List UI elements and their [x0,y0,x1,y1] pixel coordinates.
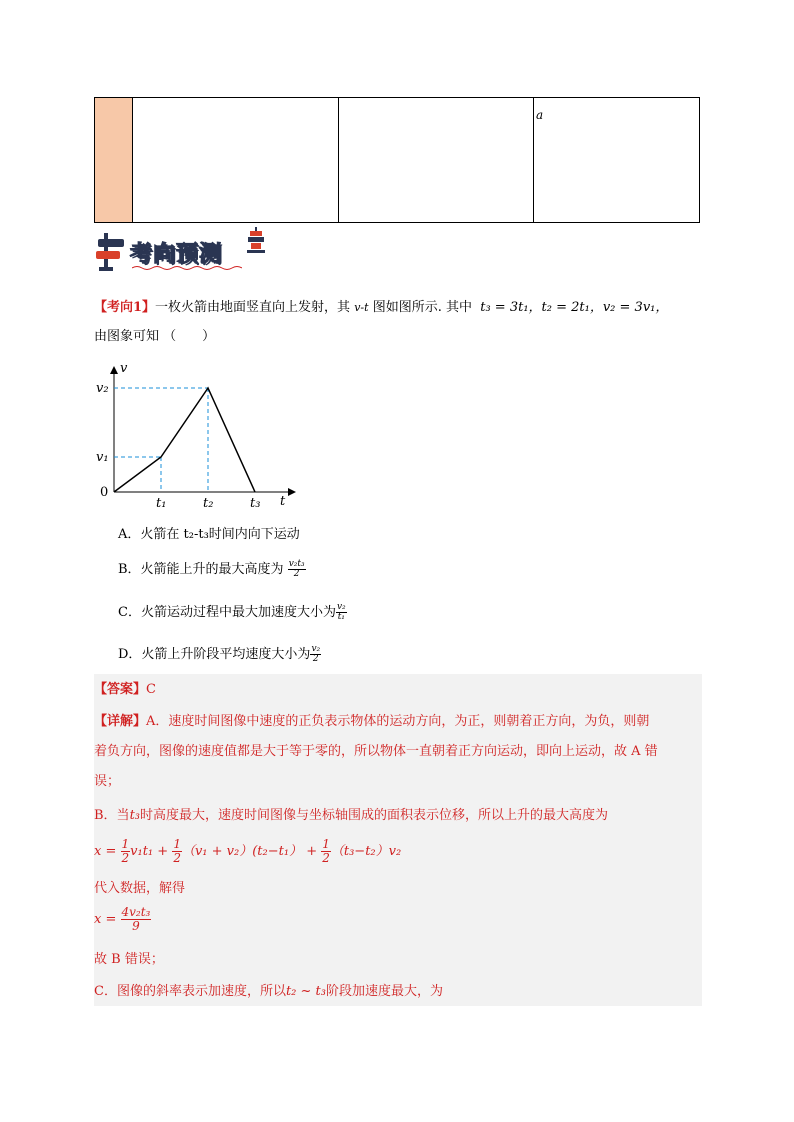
option-a: A．火箭在 t₂-t₃时间内向下运动 [118,527,300,542]
eq1-term-3: （t₃−t₂）v₂ [330,844,402,859]
option-b-num: v₂t₃ [288,559,305,569]
eq1-half-1 [121,838,131,865]
vt-curve [114,388,255,492]
b-conclusion: 故 B 错误； [94,952,164,967]
eq1-half-2-num: 1 [173,837,181,851]
option-b [118,560,306,580]
y-axis-label: v [120,361,128,376]
option-c-den: t₁ [337,612,345,622]
x-axis-label: t [280,494,286,509]
eq2-x: x = [94,912,117,927]
c-math: t₂ ~ t₃ [285,984,326,999]
option-c [118,603,347,623]
v1-label: v₁ [96,450,109,465]
eq1-half-1-den: 2 [121,851,130,865]
eq1-half-2-den: 2 [173,851,181,865]
eq1-x: x = [94,844,117,859]
question-tag: 【考向1】 [94,300,156,315]
eq2-den: 9 [132,919,140,933]
b-post: 时高度最大，速度时间图像与坐标轴围成的面积表示位移，所以上升的最大高度为 [140,808,609,823]
origin-label: 0 [100,485,109,500]
t2-label: t₂ [203,496,214,510]
eq1-half-3-num: 1 [322,837,330,851]
question-text-b: 图如图所示. 其中 [372,300,472,315]
detail-line-2: 着负方向，图像的速度值都是大于等于零的，所以物体一直朝着正方向运动，即向上运动，故 A 错 [94,744,658,759]
b-t3: t₃ [129,808,140,823]
question-text-a: 一枚火箭由地面竖直向上发射，其 [155,300,351,315]
eq1-half-1-num: 1 [121,837,130,851]
option-b-den: 2 [293,569,300,579]
table-cell [534,98,699,222]
table-strip [94,97,700,223]
detail-line-3: 误； [94,774,121,789]
option-c-text: C．火箭运动过程中最大加速度大小为 [118,605,336,620]
tower-icon [246,227,266,257]
table-cell-colored [95,98,133,222]
v2-label: v₂ [96,381,109,396]
t1-label: t₁ [156,496,167,510]
option-d-text: D．火箭上升阶段平均速度大小为 [118,647,311,662]
table-cell [339,98,534,222]
eq1-term-2: （v₁ + v₂）(t₂−t₁） + [181,844,318,859]
table-cell [133,98,339,222]
option-b-fraction [288,560,306,579]
detail-line-1 [94,712,649,732]
eq1-term-1: v₁t₁ + [130,844,169,859]
section-banner [96,227,296,271]
table-cell-note: a [536,108,544,122]
eq2-fraction [121,906,152,933]
substitute-line: 代入数据，解得 [94,881,186,896]
eq1-half-3-den: 2 [322,851,330,865]
c-post: 阶段加速度最大，为 [325,984,443,999]
eq1-half-2 [172,838,182,865]
option-d-fraction [310,645,321,664]
option-c-num: v₂ [336,602,346,612]
option-d-den: 2 [312,654,319,664]
answer-line [94,680,156,700]
eq2-num: 4v₂t₃ [121,905,151,919]
section-title: 考向预测 [130,242,223,267]
question-line-1 [94,298,668,318]
c-pre: C．图像的斜率表示加速度，所以 [94,984,286,999]
answer-label: 【答案】 [94,682,147,697]
equation-1 [94,838,401,865]
t3-label: t₃ [250,496,261,510]
option-c-fraction [336,603,347,622]
question-line-2: 由图象可知 （ ） [94,329,216,344]
equation-2 [94,906,151,933]
answer-value: C [146,682,156,697]
question-relations: t₃ = 3t₁，t₂ = 2t₁，v₂ = 3v₁， [480,300,669,315]
detail-a1: A．速度时间图像中速度的正负表示物体的运动方向，为正，则朝着正方向，为负，则朝 [146,714,650,729]
option-d [118,645,321,665]
detail-line-c [94,982,443,1002]
detail-line-b [94,806,608,826]
b-pre: B．当 [94,808,130,823]
option-d-num: v₂ [311,644,321,654]
vt-graph [94,360,304,510]
eq1-half-3 [321,838,331,865]
squiggle-underline [132,265,242,271]
option-b-text: B．火箭能上升的最大高度为 [118,562,284,577]
question-vt: v-t [354,301,369,314]
detail-label: 【详解】 [94,714,147,729]
